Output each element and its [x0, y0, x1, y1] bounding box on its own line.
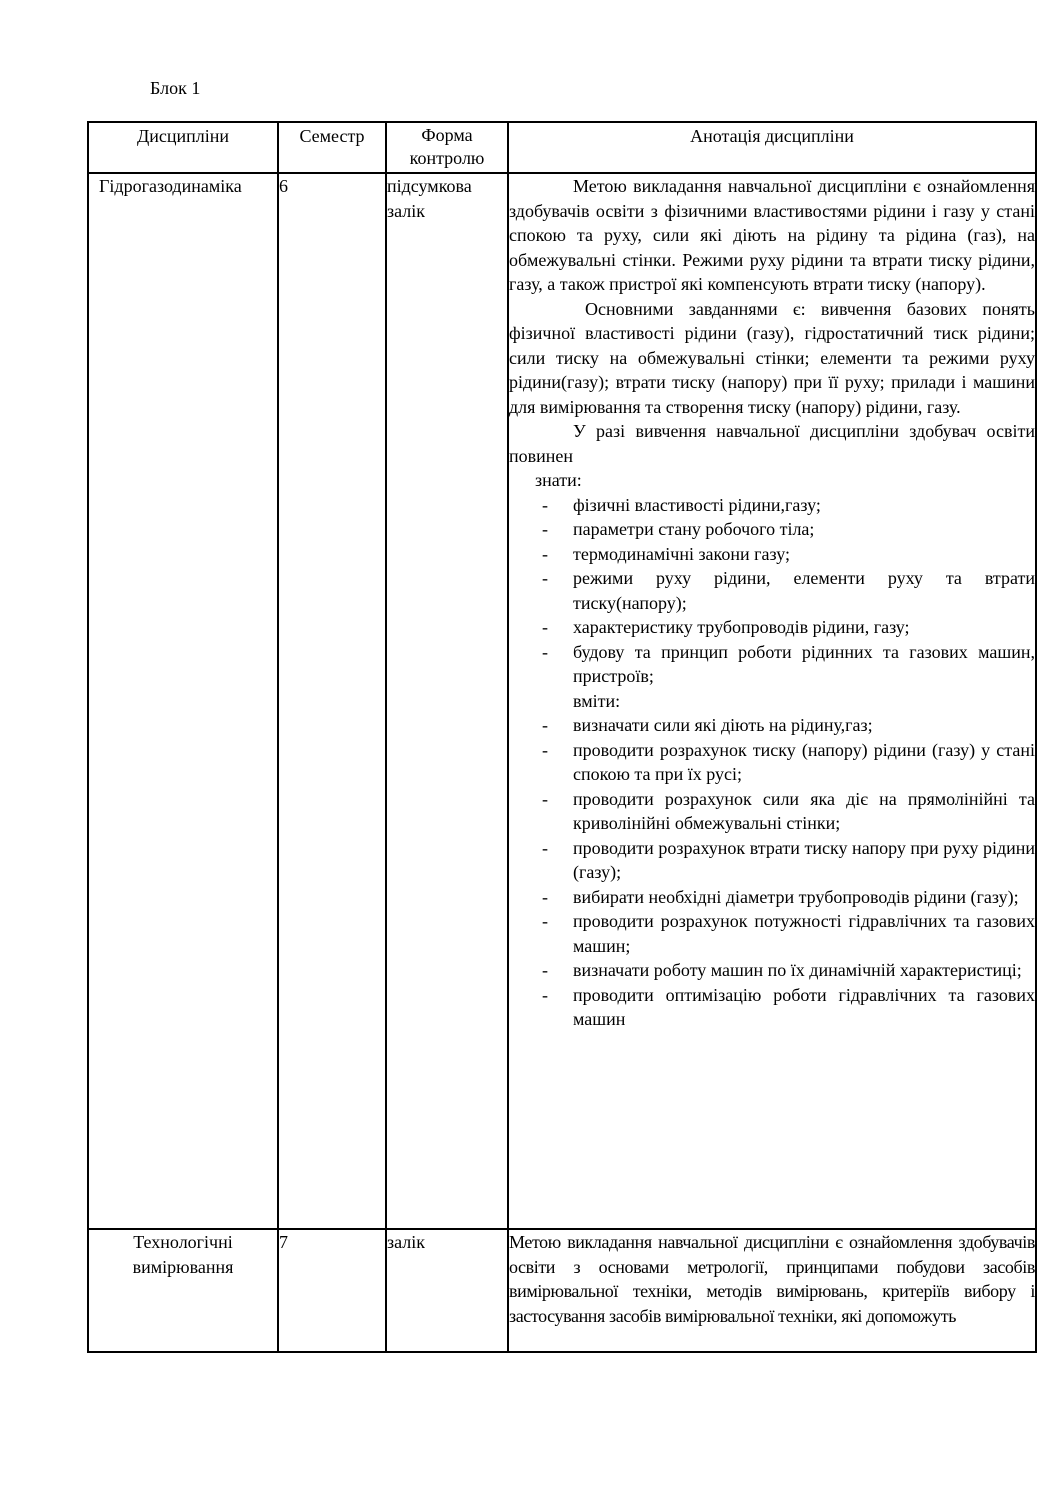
- annotation-cell: [508, 173, 1036, 1229]
- know-list: [509, 493, 1035, 689]
- header-annotation: Анотація дисципліни: [508, 122, 1036, 173]
- list-item: [509, 909, 1035, 958]
- control-form-value: підсумкова залік: [386, 173, 508, 1229]
- dash-bullet-icon: -: [542, 788, 548, 809]
- block-title: Блок 1: [150, 78, 201, 98]
- discipline-name: Гідрогазодинаміка: [88, 173, 278, 1229]
- header-control-form: Форма контролю: [386, 122, 508, 173]
- can-label: вміти:: [573, 690, 621, 711]
- semester-value: 7: [278, 1229, 386, 1352]
- know-label: знати:: [535, 470, 582, 490]
- table-header-row: [88, 122, 1036, 173]
- table-row: [88, 173, 1036, 1229]
- list-item: [509, 542, 1035, 567]
- annotation-paragraph: Основними завданнями є: вивчення базових понять фізичної властивості рідини (газу), гідростатичний тиск рідини; сили тиску на обмежувальні стінки; елементи та режими руху рідини(газу); втрати тиску (напору) при її руху; прилади і машини для вимірювання та створення тиску (напору) рідини, газу.: [509, 298, 1035, 417]
- list-item: [509, 787, 1035, 836]
- list-item: [509, 493, 1035, 518]
- list-item: [509, 983, 1035, 1032]
- dash-bullet-icon: -: [542, 837, 548, 858]
- dash-bullet-icon: -: [542, 494, 548, 515]
- dash-bullet-icon: -: [542, 543, 548, 564]
- list-item-text: термодинамічні закони газу;: [573, 543, 791, 564]
- table-row: [88, 1229, 1036, 1352]
- list-item-text: фізичні властивості рідини,газу;: [573, 494, 821, 515]
- annotation-paragraph: У разі вивчення навчальної дисципліни здобувач освіти повинен: [509, 421, 1035, 466]
- list-item-text: проводити розрахунок сили яка діє на прямолінійні та криволінійні обмежувальні стінки;: [573, 788, 1035, 833]
- list-item: [509, 615, 1035, 640]
- list-item-text: параметри стану робочого тіла;: [573, 519, 815, 539]
- list-item: [509, 517, 1035, 542]
- list-item: [509, 640, 1035, 689]
- dash-bullet-icon: -: [542, 641, 548, 662]
- list-item: [509, 836, 1035, 885]
- dash-bullet-icon: -: [542, 519, 548, 539]
- list-item-text: проводити розрахунок тиску (напору) рідини (газу) у стані спокою та при їх русі;: [573, 739, 1035, 784]
- list-item-text: проводити розрахунок потужності гідравлічних та газових машин;: [573, 911, 1035, 956]
- list-item-text: проводити оптимізацію роботи гідравлічних та газових машин: [573, 984, 1035, 1029]
- header-discipline: Дисципліни: [88, 122, 278, 173]
- annotation-paragraph: Метою викладання навчальної дисципліни є ознайомлення здобувачів освіти з основами метрології, принципами побудови засобів вимірювальної техніки, методів вимірювань, критеріїв вибору і застосування засобів вимірювальної техніки, які допоможуть: [509, 1232, 1035, 1326]
- list-item-text: характеристику трубопроводів рідини, газу;: [573, 617, 910, 637]
- list-item-text: режими руху рідини, елементи руху та втрати тиску(напору);: [573, 568, 1035, 613]
- list-item: [509, 738, 1035, 787]
- dash-bullet-icon: -: [542, 911, 548, 931]
- list-item: [509, 566, 1035, 615]
- list-item-text: вибирати необхідні діаметри трубопроводів рідини (газу);: [573, 886, 1019, 907]
- annotation-cell: [508, 1229, 1036, 1352]
- dash-bullet-icon: -: [542, 617, 548, 637]
- disciplines-table: [87, 121, 1037, 1353]
- dash-bullet-icon: -: [542, 568, 548, 588]
- list-item: [509, 958, 1035, 983]
- header-semester: Семестр: [278, 122, 386, 173]
- control-form-value: залік: [386, 1229, 508, 1352]
- discipline-name: Технологічні вимірювання: [88, 1229, 278, 1352]
- list-item: [509, 885, 1035, 910]
- annotation-paragraph: Метою викладання навчальної дисципліни є ознайомлення здобувачів освіти з фізичними властивостями рідини і газу у стані спокою та руху, сили які діють на рідину та рідина (газ), на обмежувальні стінки. Режими руху рідини та втрати тиску рідини, газу, а також пристрої які компенсують втрати тиску (напору).: [509, 176, 1035, 294]
- semester-value: 6: [278, 173, 386, 1229]
- dash-bullet-icon: -: [542, 886, 548, 907]
- list-item-text: визначати роботу машин по їх динамічній характеристиці;: [573, 960, 1022, 980]
- dash-bullet-icon: -: [542, 984, 548, 1005]
- list-item: [509, 713, 1035, 738]
- dash-bullet-icon: -: [542, 960, 548, 980]
- can-list: [509, 713, 1035, 1032]
- list-item-text: проводити розрахунок втрати тиску напору при руху рідини (газу);: [573, 837, 1035, 882]
- list-item-text: визначати сили які діють на рідину,газ;: [573, 715, 873, 735]
- dash-bullet-icon: -: [542, 715, 548, 735]
- list-item-text: будову та принцип роботи рідинних та газових машин, пристроїв;: [573, 641, 1035, 686]
- dash-bullet-icon: -: [542, 739, 548, 760]
